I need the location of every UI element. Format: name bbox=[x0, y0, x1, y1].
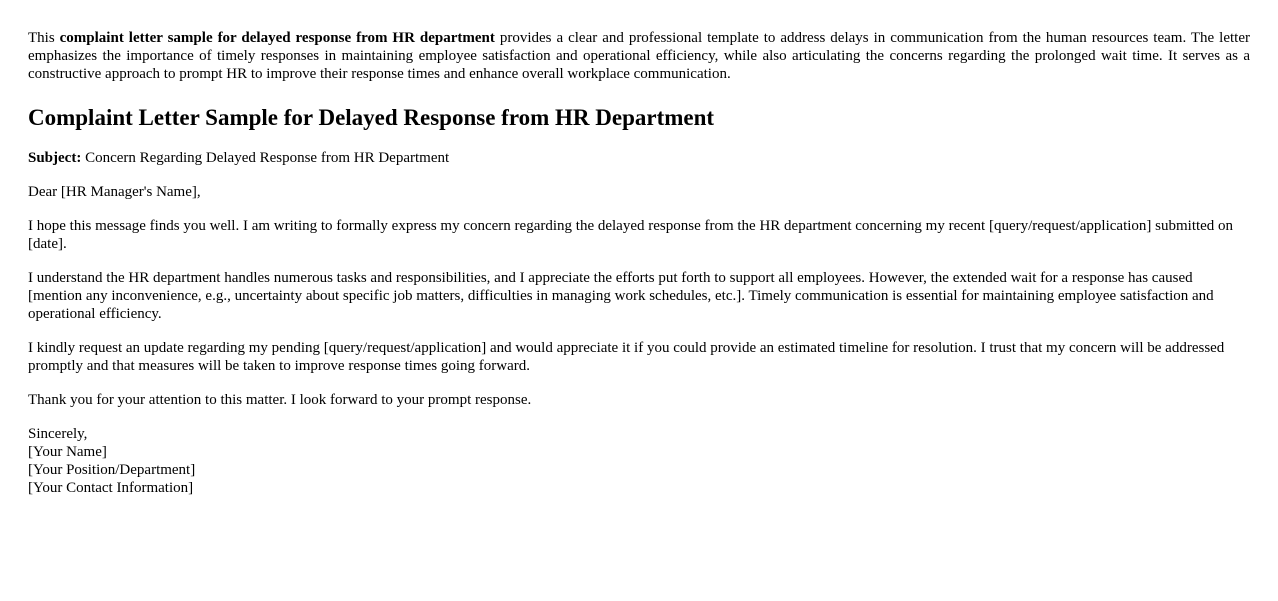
intro-bold-phrase: complaint letter sample for delayed response from HR department bbox=[59, 30, 495, 46]
salutation: Dear [HR Manager's Name], bbox=[28, 184, 201, 200]
body-paragraph-1: I hope this message finds you well. I am writing to formally express my concern regarding the delayed response from the HR department concerning my recent [query/request/application] submitted on [date]. bbox=[28, 218, 1234, 252]
intro-lead: This bbox=[28, 30, 60, 46]
body-paragraph-3: I kindly request an update regarding my pending [query/request/application] and would appreciate it if you could provide an estimated timeline for resolution. I trust that my concern will be addressed promptly and that measures will be taken to improve response times going forward. bbox=[28, 340, 1225, 374]
subject-label: Subject: bbox=[28, 150, 82, 166]
body-paragraph-4: Thank you for your attention to this matter. I look forward to your prompt response. bbox=[28, 392, 532, 408]
signer-position: [Your Position/Department] bbox=[28, 462, 196, 478]
signer-name: [Your Name] bbox=[28, 444, 107, 460]
signature-block bbox=[28, 425, 1250, 497]
page-title: Complaint Letter Sample for Delayed Response from HR Department bbox=[28, 105, 715, 130]
subject-text: Concern Regarding Delayed Response from HR Department bbox=[81, 150, 450, 166]
signer-contact: [Your Contact Information] bbox=[28, 480, 194, 496]
closing: Sincerely, bbox=[28, 426, 88, 442]
intro-rest: provides a clear and professional template to address delays in communication from the human resources team. The letter emphasizes the importance of timely responses in maintaining employee satisfaction and operational efficiency, while also articulating the concerns regarding the prolonged wait time. It serves as a constructive approach to prompt HR to improve their response times and enhance overall workplace communication. bbox=[28, 30, 1250, 82]
body-paragraph-2: I understand the HR department handles numerous tasks and responsibilities, and I appreciate the efforts put forth to support all employees. However, the extended wait for a response has caused [mention any inconvenience, e.g., uncertainty about specific job matters, difficulties in managing work schedules, etc.]. Timely communication is essential for maintaining employee satisfaction and operational efficiency. bbox=[28, 270, 1214, 322]
subject-line bbox=[28, 149, 1250, 167]
intro-paragraph bbox=[28, 29, 1250, 83]
